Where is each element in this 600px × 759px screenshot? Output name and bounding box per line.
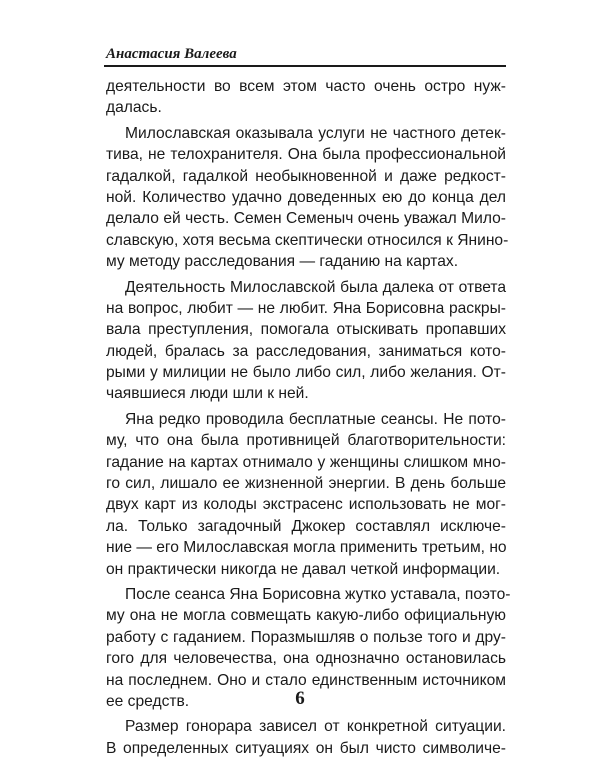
text-line: далась.: [106, 99, 162, 117]
text-line: двух карт из колоды экстрасенс использовать не мог-: [106, 496, 506, 514]
text-line: После сеанса Яна Борисовна жутко уставала, поэто-: [125, 585, 511, 603]
text-line: делало ей честь. Семен Семеныч очень уважал Мило-: [106, 210, 506, 228]
text-line: Размер гонорара зависел от конкретной ситуации.: [125, 718, 506, 736]
text-line: он практически никогда не давал четкой информации.: [106, 560, 501, 578]
text-line: ние — его Милославская могла применить третьим, но: [106, 539, 507, 557]
text-line: ной. Количество удачно доведенных ею до конца дел: [106, 188, 506, 206]
text-line: му, что она была противницей благотворительности:: [106, 432, 506, 450]
text-line: людей, бралась за расследования, заниматься кото-: [106, 342, 506, 360]
text-line: чаявшиеся люди шли к ней.: [106, 385, 309, 403]
text-line: Яна редко проводила бесплатные сеансы. Не пото-: [125, 410, 506, 428]
text-line: на вопрос, любит — не любит. Яна Борисовна раскры-: [106, 299, 506, 317]
text-line: Милославская оказывала услуги не частного детек-: [125, 124, 506, 142]
text-line: деятельности во всем этом часто очень остро нуж-: [106, 78, 506, 95]
text-line: работу с гаданием. Поразмышляв о пользе того и дру-: [106, 628, 506, 646]
text-line: ла. Только загадочный Джокер составлял исключе-: [106, 517, 506, 535]
page-number: 6: [295, 688, 305, 709]
text-line: В определенных ситуациях он был чисто символиче-: [106, 739, 506, 757]
paragraph: [106, 76, 506, 119]
paragraph: [106, 716, 506, 759]
text-line: гого для человечества, она однозначно остановилась: [106, 650, 506, 668]
text-line: му она не могла совмещать какую-либо официальную: [106, 607, 506, 625]
text-line: вала преступления, помогала отыскивать пропавших: [106, 321, 506, 339]
text-line: на последнем. Оно и стало единственным источником: [106, 671, 506, 689]
text-line: рыми у милиции не было либо сил, либо желания. От-: [106, 364, 506, 382]
text-line: гадалкой, гадалкой необыкновенной и даже редкост-: [106, 167, 506, 185]
text-line: славскую, хотя весьма скептически относился к Янино-: [106, 231, 509, 249]
text-line: го сил, лишало ее жизненной энергии. В день больше: [106, 475, 506, 493]
text-line: Деятельность Милославской была далека от ответа: [125, 278, 506, 296]
paragraph: [106, 277, 506, 405]
body-text: [106, 76, 511, 759]
running-head-author: Анастасия Валеева: [106, 46, 237, 62]
text-line: му методу расследования — гаданию на картах.: [106, 253, 459, 271]
text-line: ее средств.: [106, 692, 190, 710]
text-line: тива, не телохранителя. Она была профессиональной: [106, 146, 506, 164]
paragraph: [106, 123, 509, 273]
paragraph: [106, 409, 506, 580]
text-line: гадание на картах отнимало у женщины слишком мно-: [106, 453, 506, 471]
header-rule: [104, 65, 506, 67]
